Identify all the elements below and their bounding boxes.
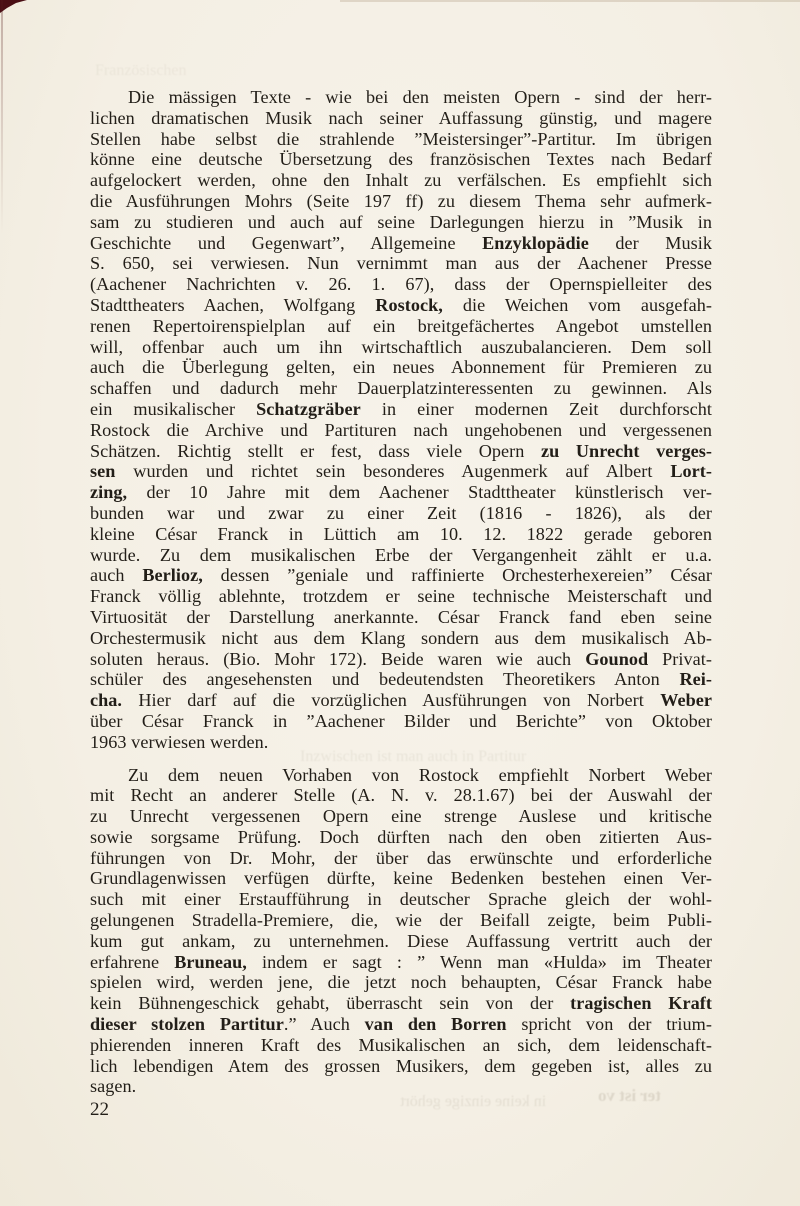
ghost-text: Inzwischen ist man auch in Partitur — [300, 748, 527, 765]
text-line: Grundlagenwissen verfügen dürfte, keine Bedenken bestehen einen Ver- — [90, 868, 712, 889]
text-line: über César Franck in ”Aachener Bilder und Berichte” von Oktober — [90, 710, 712, 731]
text-line: lich lebendigen Atem des grossen Musikers, dem gegeben ist, alles zu — [90, 1055, 712, 1076]
text-line: Rostock die Archive und Partituren nach ungehobenen und vergessenen — [90, 419, 712, 440]
text-line: Orchestermusik nicht aus dem Klang sondern aus dem musikalisch Ab- — [90, 627, 712, 648]
ghost-text: Französischen — [95, 62, 187, 79]
text-line: renen Repertoirenspielplan auf ein breitgefächertes Angebot umstellen — [90, 315, 712, 336]
text-line: soluten heraus. (Bio. Mohr 172). Beide waren wie auch Gounod Privat- — [90, 648, 712, 669]
text-line: sen wurden und richtet sein besonderes Augenmerk auf Albert Lort- — [90, 461, 712, 482]
text-line: kein Bühnengeschick gehabt, überrascht sein von der tragischen Kraft — [90, 993, 712, 1014]
text-line: lichen dramatischen Musik nach seiner Auffassung günstig, und magere — [90, 107, 712, 128]
left-crease — [1, 0, 3, 235]
text-line: Stadttheaters Aachen, Wolfgang Rostock, die Weichen vom ausgefah- — [90, 294, 712, 315]
text-line: dieser stolzen Partitur.” Auch van den Borren spricht von der trium- — [90, 1014, 712, 1035]
text-line: schüler des angesehensten und bedeutendsten Theoretikers Anton Rei- — [90, 669, 712, 690]
ghost-text: in keine einzige gehört — [400, 1093, 547, 1110]
text-line: wurde. Zu dem musikalischen Erbe der Vergangenheit zählt er u.a. — [90, 544, 712, 565]
scan-top-edge — [340, 0, 800, 2]
text-line: sam zu studieren und auch auf seine Darlegungen hierzu in ”Musik in — [90, 211, 712, 232]
text-line: sagen. — [90, 1076, 137, 1097]
text-line: spielen wird, werden jene, die jetzt noch behaupten, César Franck habe — [90, 972, 712, 993]
text-line: die Ausführungen Mohrs (Seite 197 ff) zu diesem Thema sehr aufmerk- — [90, 190, 712, 211]
text-line: schaffen und dadurch mehr Dauerplatzinteressenten zu gewinnen. Als — [90, 378, 712, 399]
paragraph — [90, 765, 712, 1098]
text-line: könne eine deutsche Übersetzung des französischen Textes nach Bedarf — [90, 149, 712, 170]
text-line: 1963 verwiesen werden. — [90, 731, 269, 752]
text-line: Zu dem neuen Vorhaben von Rostock empfiehlt Norbert Weber — [128, 764, 712, 785]
text-line: Geschichte und Gegenwart”, Allgemeine Enzyklopädie der Musik — [90, 232, 712, 253]
text-line: auch Berlioz, dessen ”geniale und raffinierte Orchesterhexereien” César — [90, 565, 712, 586]
text-line: sowie sorgsame Prüfung. Doch dürften nach den oben zitierten Aus- — [90, 826, 712, 847]
text-line: Schätzen. Richtig stellt er fest, dass viele Opern zu Unrecht verges- — [90, 440, 712, 461]
text-line: such mit einer Erstaufführung in deutscher Sprache gleich der wohl- — [90, 889, 712, 910]
page-number: 22 — [90, 1099, 109, 1120]
text-line: bunden war und zwar zu einer Zeit (1816 - 1826), als der — [90, 502, 712, 523]
text-line: Franck völlig ablehnte, trotzdem er seine technische Meisterschaft und — [90, 586, 712, 607]
ghost-text: ter ist vo — [598, 1086, 661, 1105]
corner-mark — [0, 0, 28, 13]
text-line: zu Unrecht vergessenen Opern eine strenge Auslese und kritische — [90, 806, 712, 827]
paragraph — [90, 87, 712, 753]
text-line: führungen von Dr. Mohr, der über das erwünschte und erforderliche — [90, 847, 712, 868]
text-line: will, offenbar auch um ihn wirtschaftlich auszubalancieren. Dem soll — [90, 336, 712, 357]
text-block — [90, 87, 712, 1097]
text-line: erfahrene Bruneau, indem er sagt : ” Wenn man «Hulda» im Theater — [90, 951, 712, 972]
text-line: auch die Überlegung gelten, ein neues Abonnement für Premieren zu — [90, 357, 712, 378]
text-line: gelungenen Stradella-Premiere, die, wie der Beifall zeigte, beim Publi- — [90, 910, 712, 931]
text-line: Stellen habe selbst die strahlende ”Meistersinger”-Partitur. Im übrigen — [90, 128, 712, 149]
text-line: zing, der 10 Jahre mit dem Aachener Stadttheater künstlerisch ver- — [90, 482, 712, 503]
text-line: Virtuosität der Darstellung anerkannte. César Franck fand eben seine — [90, 606, 712, 627]
text-line: phierenden inneren Kraft des Musikalischen an sich, dem leidenschaft- — [90, 1034, 712, 1055]
text-line: (Aachener Nachrichten v. 26. 1. 67), dass der Opernspielleiter des — [90, 274, 712, 295]
text-line: kleine César Franck in Lüttich am 10. 12. 1822 gerade geboren — [90, 523, 712, 544]
text-line: aufgelockert werden, ohne den Inhalt zu verfälschen. Es empfiehlt sich — [90, 170, 712, 191]
text-line: mit Recht an anderer Stelle (A. N. v. 28.1.67) bei der Auswahl der — [90, 785, 712, 806]
text-line: Die mässigen Texte - wie bei den meisten Opern - sind der herr- — [128, 87, 712, 107]
text-line: S. 650, sei verwiesen. Nun vernimmt man aus der Aachener Presse — [90, 253, 712, 274]
text-line: cha. Hier darf auf die vorzüglichen Ausführungen von Norbert Weber — [90, 690, 712, 711]
text-line: ein musikalischer Schatzgräber in einer modernen Zeit durchforscht — [90, 398, 712, 419]
text-line: kum gut ankam, zu unternehmen. Diese Auffassung vertritt auch der — [90, 930, 712, 951]
